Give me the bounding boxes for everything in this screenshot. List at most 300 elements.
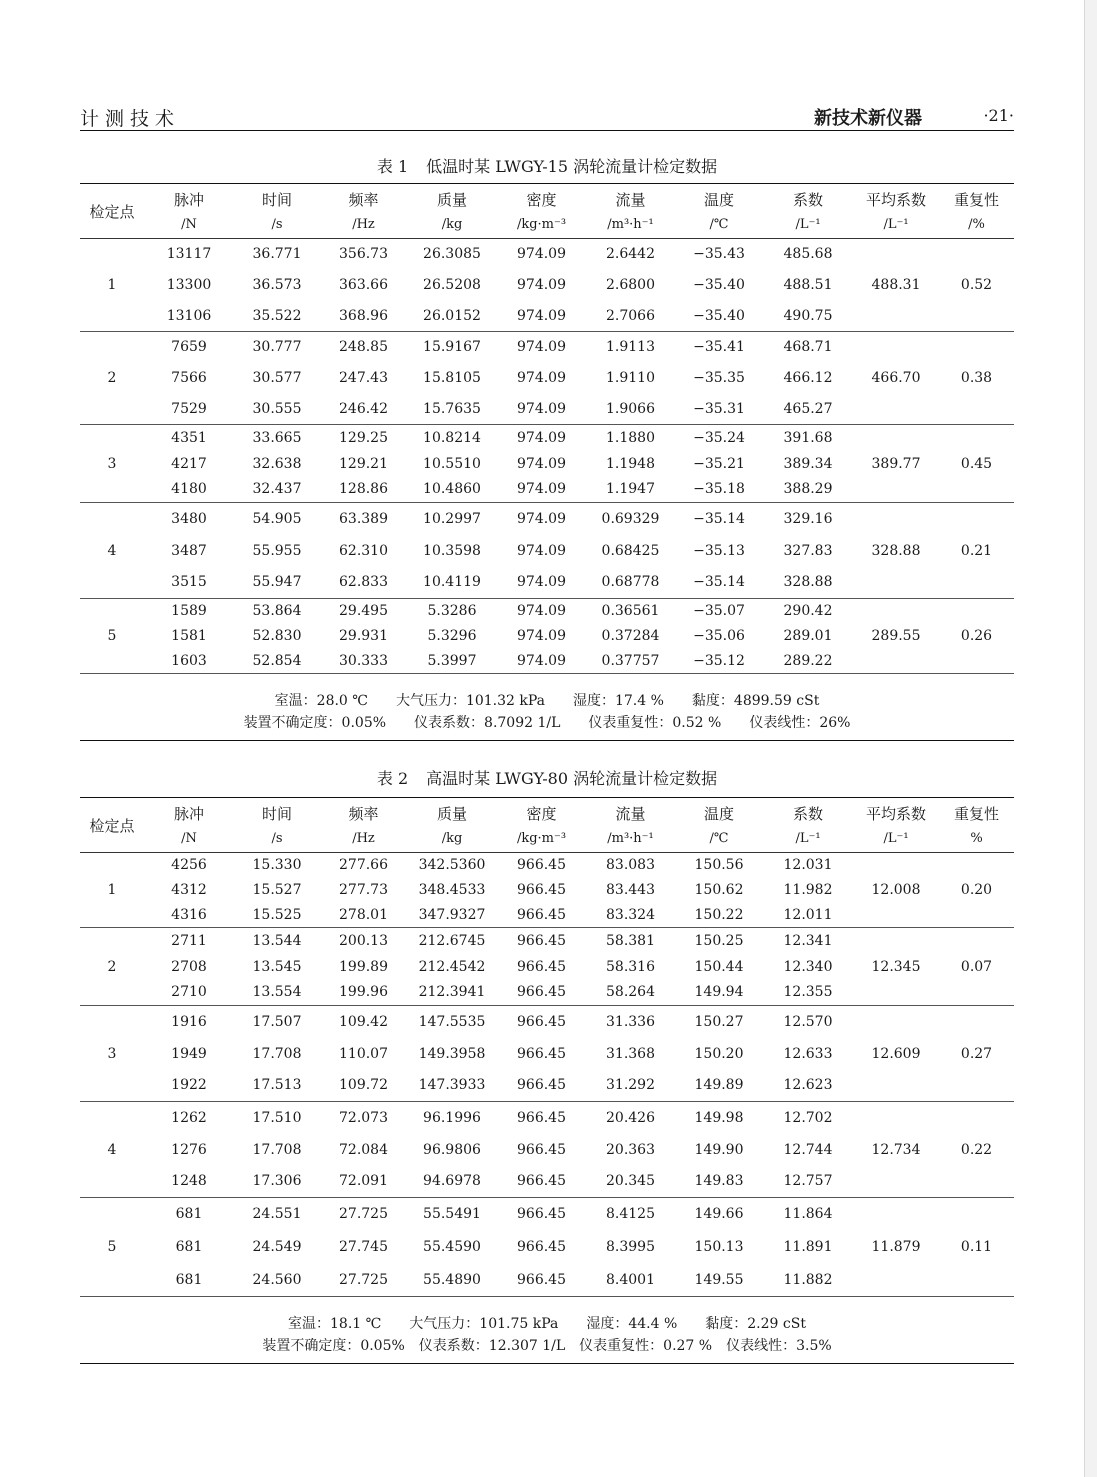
table-row bbox=[80, 332, 1014, 363]
note-row bbox=[80, 1297, 1014, 1335]
table-row bbox=[80, 928, 1014, 954]
data-cell: 212.6745 bbox=[418, 932, 486, 949]
data-cell: 62.310 bbox=[339, 542, 388, 559]
repeatability-cell: 0.45 bbox=[939, 425, 1014, 503]
avg-coefficient-cell: 11.879 bbox=[853, 1198, 939, 1297]
data-cell: 966.45 bbox=[517, 1206, 566, 1223]
data-cell: 147.5535 bbox=[418, 1013, 486, 1030]
data-cell: 966.45 bbox=[517, 857, 566, 874]
data-cell: 277.66 bbox=[339, 857, 388, 874]
column-unit: /s bbox=[234, 210, 320, 239]
data-cell: 966.45 bbox=[517, 1013, 566, 1030]
data-cell: −35.21 bbox=[693, 455, 745, 472]
data-cell: 356.73 bbox=[339, 246, 388, 263]
section-name: 新技术新仪器 bbox=[814, 108, 922, 129]
data-cell: 0.69329 bbox=[601, 510, 660, 527]
column-header: 流量 bbox=[586, 184, 675, 211]
table-row bbox=[80, 425, 1014, 451]
column-header: 温度 bbox=[675, 798, 763, 825]
data-cell: 490.75 bbox=[763, 301, 853, 332]
data-cell: 30.577 bbox=[252, 370, 302, 386]
data-cell: 974.09 bbox=[517, 510, 566, 527]
data-cell: 974.09 bbox=[497, 567, 586, 599]
data-cell: 12.031 bbox=[783, 857, 833, 874]
data-cell: 12.570 bbox=[783, 1013, 833, 1030]
data-cell: 58.381 bbox=[606, 932, 655, 949]
data-cell: 20.426 bbox=[606, 1109, 655, 1126]
data-cell: 966.45 bbox=[497, 1070, 586, 1102]
table-row bbox=[80, 1198, 1014, 1231]
avg-coefficient-cell: 466.70 bbox=[853, 332, 939, 425]
data-cell: 3480 bbox=[171, 510, 207, 527]
avg-coefficient-cell: 389.77 bbox=[853, 425, 939, 503]
data-cell: 54.905 bbox=[252, 510, 302, 527]
data-cell: 5.3296 bbox=[427, 628, 477, 644]
column-unit: /m³·h⁻¹ bbox=[586, 824, 675, 853]
data-cell: 52.830 bbox=[252, 628, 302, 644]
repeatability-cell: 0.27 bbox=[939, 1006, 1014, 1102]
column-header: 系数 bbox=[763, 798, 853, 825]
data-cell: 328.88 bbox=[763, 567, 853, 599]
data-cell: 58.264 bbox=[586, 980, 675, 1006]
data-cell: 12.340 bbox=[783, 958, 833, 975]
data-cell: 966.45 bbox=[517, 958, 566, 975]
running-header bbox=[80, 104, 1014, 131]
data-cell: 10.4119 bbox=[407, 567, 497, 599]
table-row bbox=[80, 853, 1014, 878]
data-cell: 3515 bbox=[144, 567, 234, 599]
data-cell: 96.1996 bbox=[423, 1109, 481, 1126]
column-header: 温度 bbox=[675, 184, 763, 211]
data-cell: 974.09 bbox=[517, 429, 566, 446]
table-row bbox=[80, 239, 1014, 270]
data-cell: 150.13 bbox=[694, 1239, 744, 1255]
repeatability-cell: 0.07 bbox=[939, 928, 1014, 1006]
data-cell: 966.45 bbox=[517, 932, 566, 949]
data-cell: 29.931 bbox=[339, 628, 388, 644]
data-cell: 12.744 bbox=[783, 1141, 833, 1158]
data-cell: 212.3941 bbox=[407, 980, 497, 1006]
point-cell: 5 bbox=[80, 599, 144, 674]
data-cell: 5.3286 bbox=[427, 603, 477, 620]
data-cell: 1.9110 bbox=[606, 370, 655, 386]
point-cell: 1 bbox=[80, 853, 144, 928]
repeatability-cell: 0.21 bbox=[939, 503, 1014, 599]
column-header: 频率 bbox=[320, 798, 407, 825]
data-cell: 1.1947 bbox=[586, 477, 675, 503]
data-cell: 150.44 bbox=[694, 958, 744, 975]
data-cell: 27.725 bbox=[339, 1206, 388, 1223]
column-unit: /s bbox=[234, 824, 320, 853]
data-cell: 974.09 bbox=[517, 339, 566, 356]
data-cell: 248.85 bbox=[339, 339, 388, 356]
data-cell: 72.084 bbox=[339, 1141, 388, 1158]
data-cell: 12.702 bbox=[783, 1109, 833, 1126]
data-cell: 31.368 bbox=[606, 1045, 655, 1062]
data-cell: 13.545 bbox=[252, 958, 302, 975]
column-unit: /L⁻¹ bbox=[763, 210, 853, 239]
data-cell: 7566 bbox=[171, 370, 207, 386]
data-cell: 1.1948 bbox=[606, 455, 655, 472]
data-cell: 0.37284 bbox=[601, 628, 660, 644]
data-cell: 10.5510 bbox=[423, 455, 481, 472]
data-cell: 29.495 bbox=[339, 603, 388, 620]
avg-coefficient-cell: 328.88 bbox=[853, 503, 939, 599]
data-cell: 8.4001 bbox=[586, 1264, 675, 1297]
point-cell: 2 bbox=[80, 332, 144, 425]
data-cell: 17.513 bbox=[234, 1070, 320, 1102]
table-note: 装置不确定度：0.05% 仪表系数：12.307 1/L 仪表重复性：0.27 % 仪表线性：3.5% bbox=[80, 1335, 1014, 1364]
data-cell: 35.522 bbox=[234, 301, 320, 332]
column-header: 重复性 bbox=[939, 798, 1014, 825]
data-cell: 27.745 bbox=[339, 1239, 388, 1255]
data-cell: −35.31 bbox=[675, 394, 763, 425]
data-cell: 149.3958 bbox=[418, 1045, 486, 1062]
data-cell: 974.09 bbox=[497, 477, 586, 503]
data-cell: 149.98 bbox=[694, 1109, 744, 1126]
column-header: 脉冲 bbox=[144, 184, 234, 211]
data-cell: 1949 bbox=[171, 1045, 207, 1062]
data-cell: 10.2997 bbox=[423, 510, 481, 527]
data-cell: 150.22 bbox=[675, 903, 763, 928]
data-cell: 1916 bbox=[171, 1013, 207, 1030]
column-unit: /Hz bbox=[320, 824, 407, 853]
data-cell: 32.437 bbox=[234, 477, 320, 503]
data-cell: 15.527 bbox=[252, 882, 302, 898]
table1-label: 表 1 bbox=[376, 157, 409, 176]
data-cell: 55.4890 bbox=[407, 1264, 497, 1297]
avg-coefficient-cell: 12.609 bbox=[853, 1006, 939, 1102]
table2-caption bbox=[80, 766, 1014, 789]
data-cell: 278.01 bbox=[320, 903, 407, 928]
column-unit: % bbox=[939, 824, 1014, 853]
data-cell: 12.011 bbox=[763, 903, 853, 928]
data-cell: 212.4542 bbox=[418, 958, 486, 975]
point-cell: 4 bbox=[80, 503, 144, 599]
data-cell: 10.4860 bbox=[407, 477, 497, 503]
data-cell: 974.09 bbox=[517, 246, 566, 263]
data-cell: 52.854 bbox=[234, 649, 320, 674]
data-cell: 966.45 bbox=[517, 1045, 566, 1062]
data-cell: −35.07 bbox=[693, 603, 745, 620]
point-cell: 3 bbox=[80, 425, 144, 503]
data-cell: 30.333 bbox=[320, 649, 407, 674]
data-cell: 2711 bbox=[171, 932, 207, 949]
column-header: 密度 bbox=[497, 798, 586, 825]
data-cell: 4312 bbox=[171, 882, 207, 898]
column-unit: /kg bbox=[407, 210, 497, 239]
data-cell: 31.292 bbox=[586, 1070, 675, 1102]
column-unit: /m³·h⁻¹ bbox=[586, 210, 675, 239]
data-cell: 15.330 bbox=[252, 857, 302, 874]
data-cell: 199.96 bbox=[320, 980, 407, 1006]
repeatability-cell: 0.11 bbox=[939, 1198, 1014, 1297]
data-cell: 368.96 bbox=[320, 301, 407, 332]
point-cell: 5 bbox=[80, 1198, 144, 1297]
data-cell: 327.83 bbox=[783, 542, 833, 559]
avg-coefficient-cell: 12.008 bbox=[853, 853, 939, 928]
data-cell: 966.45 bbox=[517, 1141, 566, 1158]
column-unit: /℃ bbox=[675, 824, 763, 853]
data-cell: 681 bbox=[175, 1206, 203, 1223]
data-cell: 55.947 bbox=[234, 567, 320, 599]
data-cell: −35.14 bbox=[675, 567, 763, 599]
data-cell: 2.6800 bbox=[606, 277, 655, 293]
data-cell: 247.43 bbox=[339, 370, 388, 386]
data-cell: 12.757 bbox=[763, 1166, 853, 1198]
data-cell: 1589 bbox=[171, 603, 207, 620]
data-cell: 7659 bbox=[171, 339, 207, 356]
data-cell: 289.01 bbox=[783, 628, 833, 644]
table-row bbox=[80, 1006, 1014, 1038]
data-cell: 13.554 bbox=[234, 980, 320, 1006]
column-header: 时间 bbox=[234, 798, 320, 825]
data-cell: 62.833 bbox=[320, 567, 407, 599]
data-cell: 26.3085 bbox=[423, 246, 481, 263]
data-cell: 83.324 bbox=[586, 903, 675, 928]
repeatability-cell: 0.26 bbox=[939, 599, 1014, 674]
data-cell: 12.355 bbox=[763, 980, 853, 1006]
data-cell: 1581 bbox=[171, 628, 207, 644]
column-unit: /% bbox=[939, 210, 1014, 239]
column-header: 平均系数 bbox=[853, 184, 939, 211]
data-cell: −35.24 bbox=[693, 429, 745, 446]
repeatability-cell: 0.22 bbox=[939, 1102, 1014, 1198]
data-cell: 13300 bbox=[166, 277, 212, 293]
column-header: 重复性 bbox=[939, 184, 1014, 211]
data-cell: 15.8105 bbox=[423, 370, 481, 386]
data-cell: 966.45 bbox=[497, 980, 586, 1006]
data-cell: 966.45 bbox=[517, 882, 566, 898]
data-cell: 347.9327 bbox=[407, 903, 497, 928]
data-cell: 1.9066 bbox=[586, 394, 675, 425]
data-cell: 72.073 bbox=[339, 1109, 388, 1126]
data-cell: 17.510 bbox=[252, 1109, 302, 1126]
data-cell: 20.345 bbox=[586, 1166, 675, 1198]
data-cell: −35.35 bbox=[693, 370, 745, 386]
data-cell: 128.86 bbox=[320, 477, 407, 503]
column-unit: /℃ bbox=[675, 210, 763, 239]
data-cell: 17.306 bbox=[234, 1166, 320, 1198]
column-unit: /L⁻¹ bbox=[853, 824, 939, 853]
data-cell: 4351 bbox=[171, 429, 207, 446]
data-cell: 7529 bbox=[144, 394, 234, 425]
repeatability-cell: 0.52 bbox=[939, 239, 1014, 332]
header-row bbox=[80, 184, 1014, 211]
data-cell: 2710 bbox=[144, 980, 234, 1006]
repeatability-cell: 0.20 bbox=[939, 853, 1014, 928]
data-cell: 129.25 bbox=[339, 429, 388, 446]
data-cell: 974.09 bbox=[517, 628, 566, 644]
data-cell: 110.07 bbox=[339, 1045, 388, 1062]
data-cell: 363.66 bbox=[339, 277, 388, 293]
point-cell: 4 bbox=[80, 1102, 144, 1198]
data-cell: 150.25 bbox=[694, 932, 744, 949]
data-cell: 4256 bbox=[171, 857, 207, 874]
data-cell: 30.555 bbox=[234, 394, 320, 425]
data-cell: 94.6978 bbox=[407, 1166, 497, 1198]
data-cell: 974.09 bbox=[517, 455, 566, 472]
data-cell: 13117 bbox=[166, 246, 212, 263]
column-header: 频率 bbox=[320, 184, 407, 211]
data-cell: 8.4125 bbox=[606, 1206, 655, 1223]
data-cell: 1.1880 bbox=[606, 429, 655, 446]
avg-coefficient-cell: 12.345 bbox=[853, 928, 939, 1006]
data-cell: 681 bbox=[175, 1239, 203, 1255]
column-unit: /L⁻¹ bbox=[853, 210, 939, 239]
column-header: 检定点 bbox=[80, 184, 144, 239]
data-cell: 11.982 bbox=[783, 882, 833, 898]
data-cell: 966.45 bbox=[517, 1109, 566, 1126]
data-cell: 83.083 bbox=[606, 857, 655, 874]
data-cell: 974.09 bbox=[517, 277, 566, 293]
unit-row bbox=[80, 824, 1014, 853]
table2-label: 表 2 bbox=[376, 769, 409, 788]
data-cell: 342.5360 bbox=[418, 857, 486, 874]
table1 bbox=[80, 183, 1014, 741]
data-cell: 974.09 bbox=[517, 603, 566, 620]
data-cell: 33.665 bbox=[252, 429, 302, 446]
table-note: 装置不确定度：0.05% 仪表系数：8.7092 1/L 仪表重复性：0.52 % 仪表线性：26% bbox=[80, 712, 1014, 741]
data-cell: −35.41 bbox=[693, 339, 745, 356]
data-cell: 10.3598 bbox=[423, 542, 481, 559]
data-cell: 488.51 bbox=[783, 277, 833, 293]
data-cell: 13.544 bbox=[252, 932, 302, 949]
column-unit: /L⁻¹ bbox=[763, 824, 853, 853]
data-cell: 26.5208 bbox=[423, 277, 481, 293]
data-cell: 329.16 bbox=[783, 510, 833, 527]
data-cell: 150.20 bbox=[694, 1045, 744, 1062]
data-cell: 83.443 bbox=[606, 882, 655, 898]
data-cell: 15.9167 bbox=[423, 339, 481, 356]
note-row bbox=[80, 712, 1014, 741]
data-cell: 485.68 bbox=[783, 246, 833, 263]
data-cell: 0.37757 bbox=[586, 649, 675, 674]
data-cell: 15.525 bbox=[234, 903, 320, 928]
data-cell: 681 bbox=[144, 1264, 234, 1297]
data-cell: 974.09 bbox=[517, 542, 566, 559]
data-cell: 4217 bbox=[171, 455, 207, 472]
note-row bbox=[80, 674, 1014, 712]
data-cell: 24.551 bbox=[252, 1206, 302, 1223]
data-cell: 290.42 bbox=[783, 603, 833, 620]
column-unit: /kg·m⁻³ bbox=[497, 210, 586, 239]
data-cell: 974.09 bbox=[497, 394, 586, 425]
data-cell: 12.623 bbox=[763, 1070, 853, 1102]
column-header: 平均系数 bbox=[853, 798, 939, 825]
data-cell: 348.4533 bbox=[418, 882, 486, 898]
data-cell: 966.45 bbox=[497, 1264, 586, 1297]
data-cell: 36.771 bbox=[252, 246, 302, 263]
data-cell: 31.336 bbox=[606, 1013, 655, 1030]
data-cell: 966.45 bbox=[497, 1166, 586, 1198]
data-cell: 149.89 bbox=[675, 1070, 763, 1102]
column-unit: /kg bbox=[407, 824, 497, 853]
page-number: ·21· bbox=[983, 106, 1014, 125]
data-cell: 466.12 bbox=[783, 370, 833, 386]
data-cell: 5.3997 bbox=[407, 649, 497, 674]
data-cell: 149.90 bbox=[694, 1141, 744, 1158]
point-cell: 1 bbox=[80, 239, 144, 332]
data-cell: 11.891 bbox=[783, 1239, 833, 1255]
data-cell: 36.573 bbox=[252, 277, 302, 293]
data-cell: 17.708 bbox=[252, 1045, 302, 1062]
column-header: 流量 bbox=[586, 798, 675, 825]
data-cell: 4316 bbox=[144, 903, 234, 928]
data-cell: 24.560 bbox=[234, 1264, 320, 1297]
data-cell: 974.09 bbox=[497, 301, 586, 332]
data-cell: 72.091 bbox=[320, 1166, 407, 1198]
data-cell: 2.6442 bbox=[606, 246, 655, 263]
data-cell: 149.83 bbox=[675, 1166, 763, 1198]
data-cell: 391.68 bbox=[783, 429, 833, 446]
data-cell: 13106 bbox=[144, 301, 234, 332]
data-cell: 1603 bbox=[144, 649, 234, 674]
data-cell: 150.56 bbox=[694, 857, 744, 874]
data-cell: 26.0152 bbox=[407, 301, 497, 332]
page-edge bbox=[1084, 0, 1097, 1477]
data-cell: 11.864 bbox=[783, 1206, 833, 1223]
data-cell: 150.62 bbox=[694, 882, 744, 898]
table2-title: 高温时某 LWGY-80 涡轮流量计检定数据 bbox=[426, 769, 718, 788]
data-cell: 17.708 bbox=[252, 1141, 302, 1158]
data-cell: 200.13 bbox=[339, 932, 388, 949]
header-row bbox=[80, 798, 1014, 825]
avg-coefficient-cell: 289.55 bbox=[853, 599, 939, 674]
data-cell: 129.21 bbox=[339, 455, 388, 472]
data-cell: 53.864 bbox=[252, 603, 302, 620]
data-cell: 10.8214 bbox=[423, 429, 481, 446]
data-cell: 96.9806 bbox=[423, 1141, 481, 1158]
data-cell: 1922 bbox=[144, 1070, 234, 1102]
data-cell: 149.55 bbox=[675, 1264, 763, 1297]
point-cell: 2 bbox=[80, 928, 144, 1006]
data-cell: −35.14 bbox=[693, 510, 745, 527]
repeatability-cell: 0.38 bbox=[939, 332, 1014, 425]
column-header: 密度 bbox=[497, 184, 586, 211]
data-cell: 63.389 bbox=[339, 510, 388, 527]
table2 bbox=[80, 797, 1014, 1364]
data-cell: 1248 bbox=[144, 1166, 234, 1198]
table-note: 室温：18.1 ℃ 大气压力：101.75 kPa 湿度：44.4 % 黏度：2.29 cSt bbox=[288, 1315, 806, 1332]
data-cell: 55.5491 bbox=[423, 1206, 481, 1223]
data-cell: 149.66 bbox=[694, 1206, 744, 1223]
data-cell: 17.507 bbox=[252, 1013, 302, 1030]
journal-name: 计测技术 bbox=[80, 108, 181, 130]
data-cell: 12.633 bbox=[783, 1045, 833, 1062]
data-cell: 11.882 bbox=[763, 1264, 853, 1297]
data-cell: 389.34 bbox=[783, 455, 833, 472]
data-cell: 0.68425 bbox=[601, 542, 660, 559]
avg-coefficient-cell: 488.31 bbox=[853, 239, 939, 332]
data-cell: 149.94 bbox=[675, 980, 763, 1006]
data-cell: 468.71 bbox=[783, 339, 833, 356]
data-cell: −35.13 bbox=[693, 542, 745, 559]
note-row bbox=[80, 1335, 1014, 1364]
data-cell: 289.22 bbox=[763, 649, 853, 674]
data-cell: 974.09 bbox=[497, 649, 586, 674]
column-header: 系数 bbox=[763, 184, 853, 211]
column-header: 检定点 bbox=[80, 798, 144, 853]
data-cell: −35.18 bbox=[675, 477, 763, 503]
table1-caption bbox=[80, 154, 1014, 177]
table-row bbox=[80, 599, 1014, 624]
table-row bbox=[80, 1102, 1014, 1134]
data-cell: 27.725 bbox=[320, 1264, 407, 1297]
data-cell: 277.73 bbox=[339, 882, 388, 898]
data-cell: 55.4590 bbox=[423, 1239, 481, 1255]
data-cell: 1276 bbox=[171, 1141, 207, 1158]
